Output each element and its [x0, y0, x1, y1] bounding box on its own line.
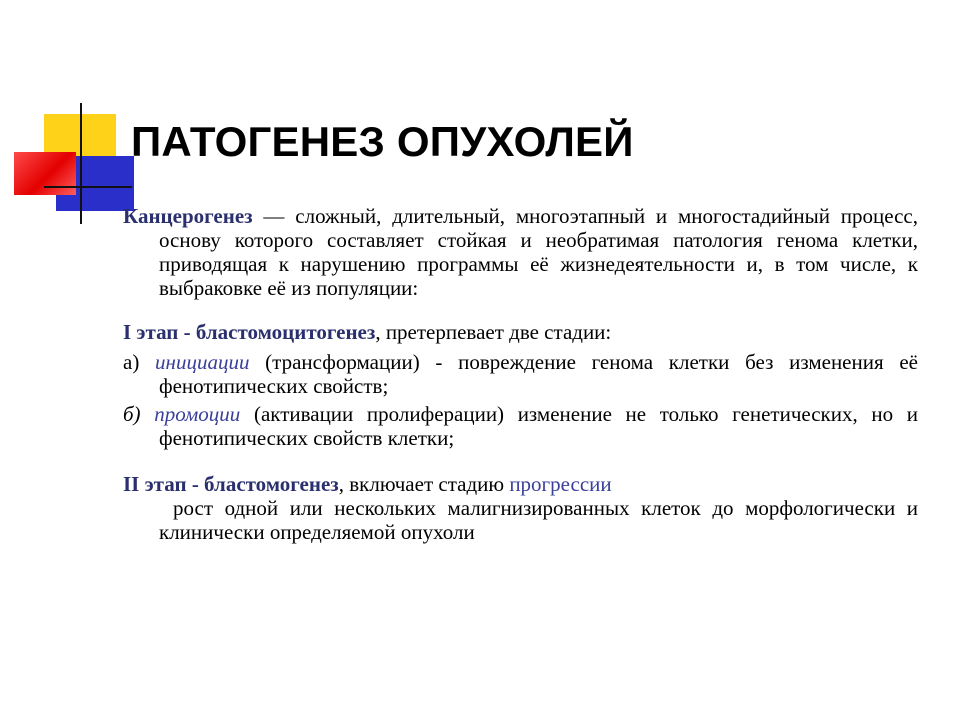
intro-term: Канцерогенез [123, 204, 253, 228]
stage1a-prefix: а) [123, 350, 156, 374]
stage2-text: , включает стадию [338, 472, 510, 496]
intro-paragraph [123, 204, 918, 300]
stage1b-text: (активации пролиферации) изменение не только генетических, но и фенотипических свойств клетки; [159, 402, 918, 450]
stage1a-paragraph [123, 350, 918, 398]
stage2-detail-paragraph: рост одной или нескольких малигнизированных клеток до морфологически и клинически определяемой опухоли [159, 496, 918, 544]
logo-vertical-line [80, 103, 82, 224]
stage1-paragraph [123, 320, 918, 344]
slide-content [123, 200, 918, 544]
stage1b-prefix: б) [123, 402, 155, 426]
stage1-term: I этап - бластомоцитогенез [123, 320, 376, 344]
stage1a-term: инициации [155, 350, 250, 374]
intro-text: — сложный, длительный, многоэтапный и многостадийный процесс, основу которого составляет стойкая и необратимая патология генома клетки, приводящая к нарушению программы её жизнедеятельности и, в том числе, к выбраковке её из популяции: [159, 204, 918, 300]
stage2-highlight: прогрессии [509, 472, 612, 496]
stage1b-term: промоции [154, 402, 241, 426]
logo-red-square [14, 152, 76, 195]
stage2-paragraph [123, 472, 918, 496]
stage1b-paragraph [123, 402, 918, 450]
stage1-text: , претерпевает две стадии: [375, 320, 612, 344]
slide-title: ПАТОГЕНЕЗ ОПУХОЛЕЙ [131, 118, 634, 165]
stage2-term: II этап - бластомогенез [123, 472, 339, 496]
logo-horizontal-line [44, 186, 132, 188]
stage1a-text: (трансформации) - повреждение генома клетки без изменения её фенотипических свойств; [159, 350, 918, 398]
